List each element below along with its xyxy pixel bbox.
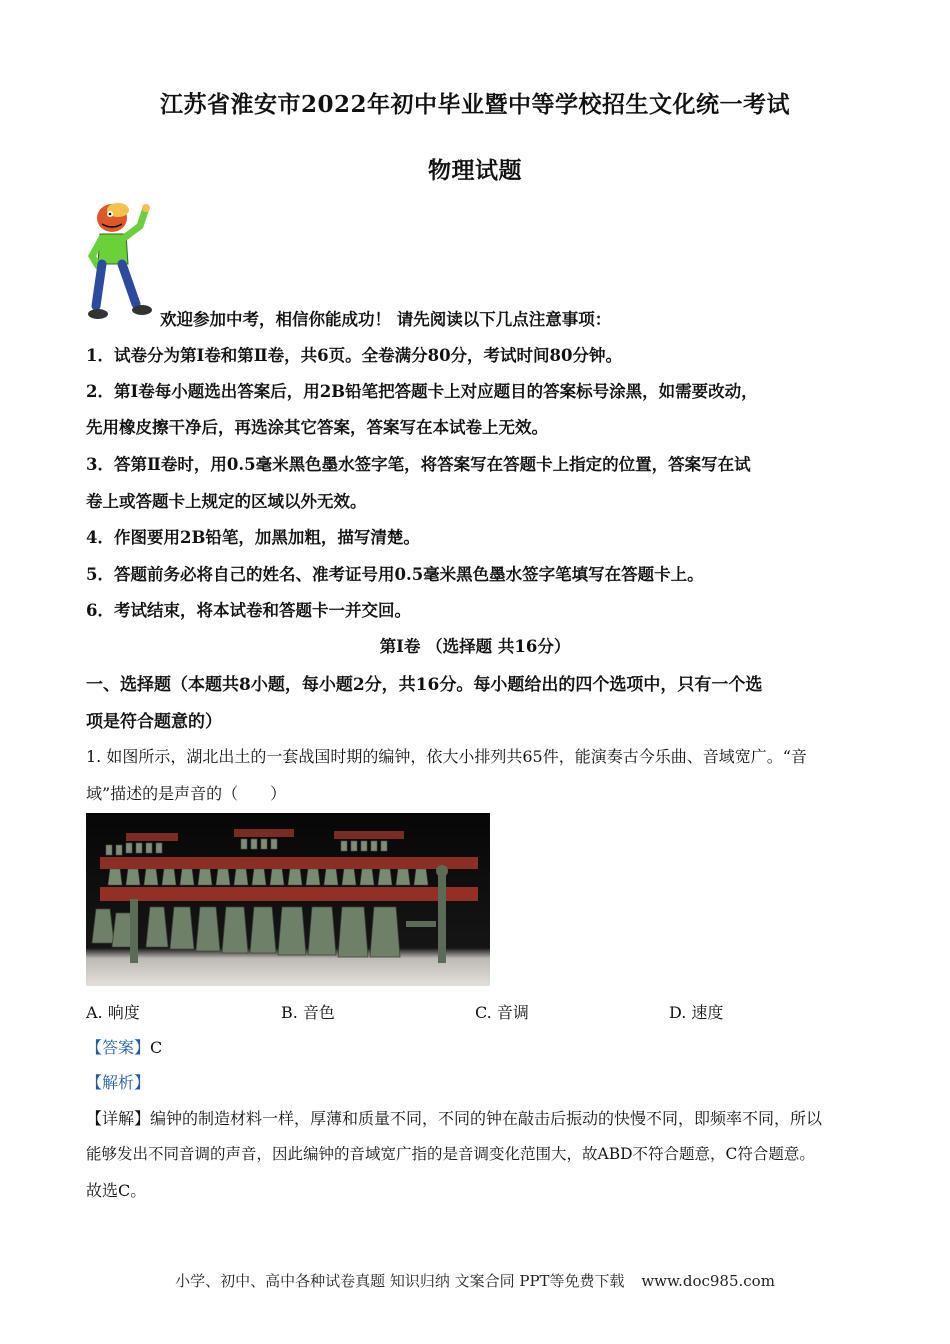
page-subtitle: 物理试题	[428, 157, 522, 184]
answer-value: C	[150, 1038, 163, 1057]
section-title: 第I卷 （选择题 共16分）	[379, 637, 571, 656]
option-a: A. 响度	[86, 1003, 140, 1022]
note-3-continued: 卷上或答题卡上规定的区域以外无效。	[86, 492, 367, 511]
analysis-label: 【解析】	[86, 1073, 151, 1092]
part-heading-continued: 项是符合题意的）	[86, 712, 222, 732]
option-b: B. 音色	[281, 1003, 335, 1022]
question-1-stem: 1. 如图所示，湖北出土的一套战国时期的编钟，依大小排列共65件，能演奏古今乐曲、音域宽广。“音	[86, 747, 807, 766]
page-footer	[0, 1270, 950, 1291]
part-heading: 一、选择题（本题共8小题，每小题2分，共16分。每小题给出的四个选项中，只有一个选	[86, 675, 763, 695]
question-1-stem-continued: 域”描述的是声音的（ ）	[86, 784, 287, 803]
option-c: C. 音调	[475, 1003, 529, 1022]
cartoon-mascot-image	[88, 200, 160, 326]
footer-url[interactable]: www.doc985.com	[641, 1272, 775, 1290]
detail-text-1: 编钟的制造材料一样，厚薄和质量不同，不同的钟在敲击后振动的快慢不同，即频率不同，所以	[150, 1109, 823, 1128]
note-5: 5．答题前务必将自己的姓名、准考证号用0.5毫米黑色墨水签字笔填写在答题卡上。	[86, 565, 704, 584]
page-title: 江苏省淮安市2022年初中毕业暨中等学校招生文化统一考试	[159, 91, 790, 118]
note-4: 4．作图要用2B铅笔，加黑加粗，描写清楚。	[86, 528, 420, 547]
option-d: D. 速度	[669, 1003, 724, 1022]
detail-label: 【详解】	[86, 1109, 151, 1128]
detail-line-1	[86, 1106, 822, 1129]
note-2: 2．第Ⅰ卷每小题选出答案后，用2B铅笔把答题卡上对应题目的答案标号涂黑，如需要改动，	[86, 382, 758, 401]
chime-bells-photo	[86, 813, 490, 986]
answer-label: 【答案】	[86, 1038, 151, 1057]
footer-text: 小学、初中、高中各种试卷真题 知识归纳 文案合同 PPT等免费下载	[175, 1272, 625, 1290]
detail-line-3: 故选C。	[86, 1181, 147, 1200]
note-1: 1．试卷分为第Ⅰ卷和第Ⅱ卷，共6页。全卷满分80分，考试时间80分钟。	[86, 346, 623, 365]
note-2-continued: 先用橡皮擦干净后，再选涂其它答案，答案写在本试卷上无效。	[86, 418, 548, 437]
detail-line-2: 能够发出不同音调的声音，因此编钟的音域宽广指的是音调变化范围大，故ABD不符合题意，C符合题意。	[86, 1145, 815, 1163]
note-3: 3．答第Ⅱ卷时，用0.5毫米黑色墨水签字笔，将答案写在答题卡上指定的位置，答案写在试	[86, 455, 751, 474]
note-6: 6．考试结束，将本试卷和答题卡一并交回。	[86, 601, 411, 620]
answer-line	[86, 1035, 162, 1058]
welcome-text: 欢迎参加中考，相信你能成功！ 请先阅读以下几点注意事项：	[160, 310, 612, 329]
